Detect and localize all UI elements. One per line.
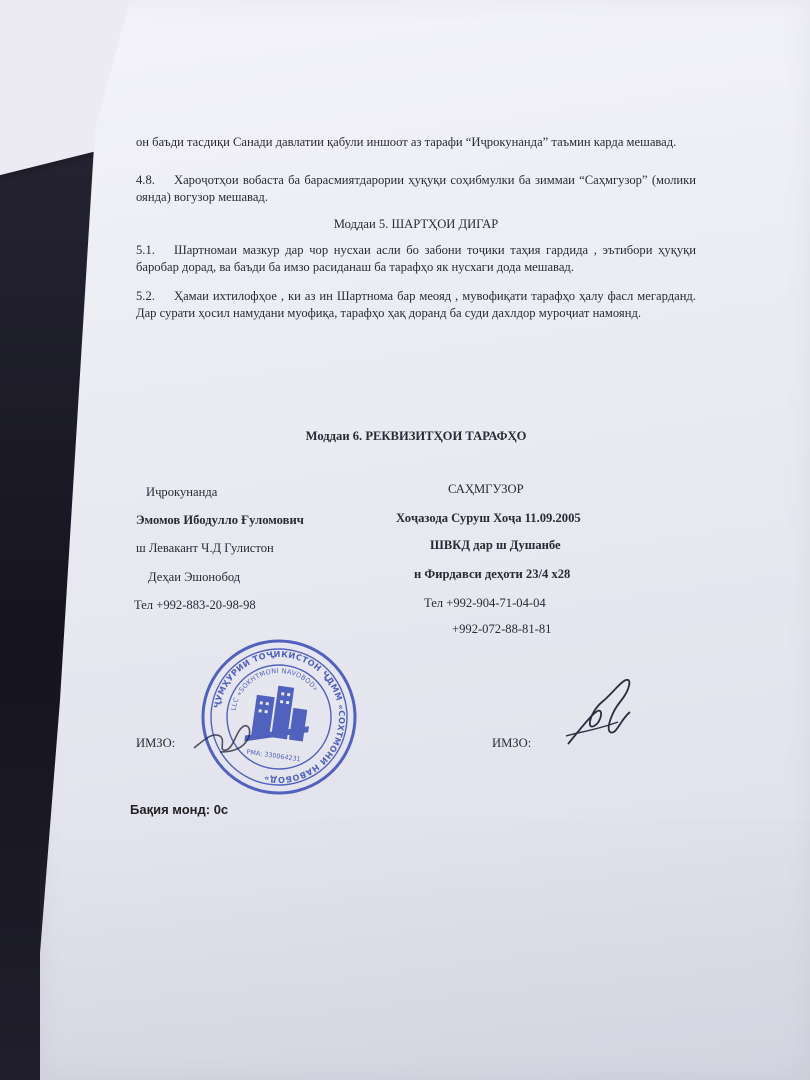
paragraph-5-1 xyxy=(136,242,696,275)
paragraph-text: Хароҷотҳои вобаста ба барасмиятдарории ҳуқуқи соҳибмулки ба зиммаи “Саҳмгузор” (молики оянда) вогузор мешавад. xyxy=(136,173,696,204)
right-party-phone2: +992-072-88-81-81 xyxy=(452,622,552,636)
left-party-phone: Тел +992-883-20-98-98 xyxy=(134,598,256,612)
paragraph-text: Ҳамаи ихтилофҳое , ки аз ин Шартнома бар меояд , мувофиқати тарафҳо ҳалу фасл мегарданд. Дар сурати ҳосил намудани муофиқа, тарафҳо ҳақ доранд ба суди дахлдор муроҷиат намоянд. xyxy=(136,289,696,320)
left-party-address1: ш Левакант Ч.Д Гулистон xyxy=(136,541,274,555)
right-signature-label: ИМЗО: xyxy=(492,736,532,750)
paragraph-4-8 xyxy=(136,172,696,205)
paragraph-5-2 xyxy=(136,288,696,321)
document-page xyxy=(40,0,810,1080)
left-signature-label: ИМЗО: xyxy=(136,736,176,750)
right-party-phone1: Тел +992-904-71-04-04 xyxy=(424,596,546,610)
section-5-title: Моддаи 5. ШАРТҲОИ ДИГАР xyxy=(333,217,499,231)
paragraph-number: 5.1. xyxy=(136,243,155,257)
right-party-address2: н Фирдавси деҳоти 23/4 х28 xyxy=(414,567,571,581)
paragraph-number: 5.2. xyxy=(136,289,155,303)
section-6-title: Моддаи 6. РЕКВИЗИТҲОИ ТАРАФҲО xyxy=(305,429,527,443)
stamp-outer-text: ҶУМҲУРИИ ТОҶИКИСТОН ҶДММ «СОХТМОНИ НАВОБОД» xyxy=(211,648,348,786)
right-party-name: Хоҷазода Суруш Хоҷа 11.09.2005 xyxy=(396,511,581,525)
stamp-code: РМА: 330064231 xyxy=(246,747,302,764)
paragraph-continuation: он баъди тасдиқи Санади давлатии қабули иншоот аз тарафи “Иҷрокунанда” таъмин карда мешавад. xyxy=(136,135,677,149)
balance-note: Бақия монд: 0с xyxy=(130,802,229,817)
right-party-role: САҲМГУЗОР xyxy=(448,482,524,496)
right-party-address1: ШВКД дар ш Душанбе xyxy=(430,538,561,552)
stamp-inner-text: LLC «SOKHTMONI NAVOBOD» xyxy=(229,666,320,712)
left-party-name: Эмомов Ибодулло Ғуломович xyxy=(136,513,304,527)
left-party-role: Иҷрокунанда xyxy=(146,485,218,499)
right-signature xyxy=(560,672,640,756)
paragraph-text: Шартномаи мазкур дар чор нусхаи асли бо забони тоҷики таҳия гардида , эътибори ҳуқуқи баробар дорад, ва баъди ба имзо расиданаш ба тарафҳо як нусхаги дода мешавад. xyxy=(136,243,696,274)
left-signature xyxy=(190,712,260,762)
left-party-address2: Деҳаи Эшонобод xyxy=(148,570,241,584)
paragraph-number: 4.8. xyxy=(136,173,155,187)
